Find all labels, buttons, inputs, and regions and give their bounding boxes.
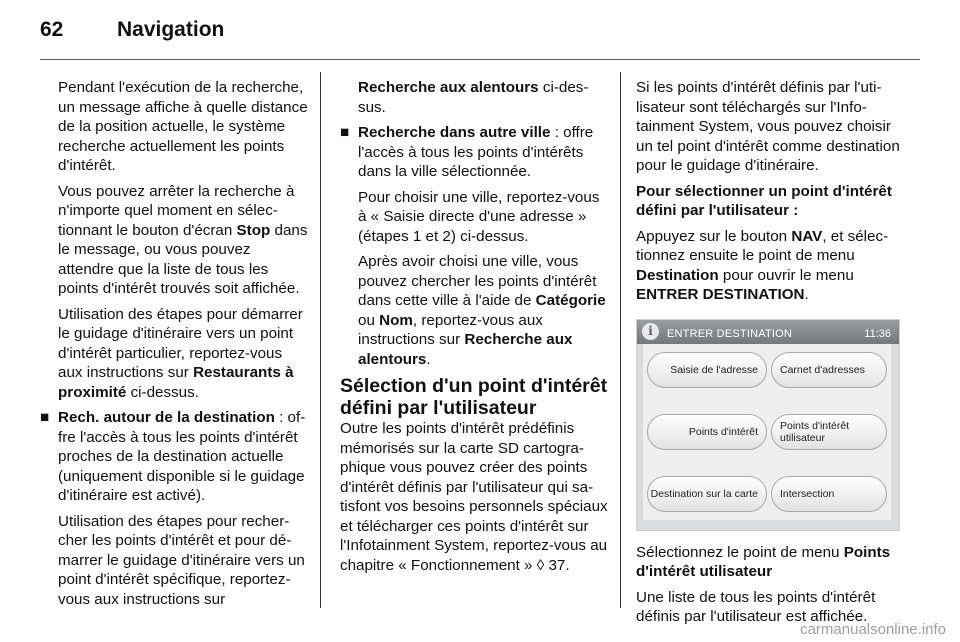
- menu-button-intersection: Intersection: [771, 476, 887, 512]
- bullet-item: ■ Recherche dans autre ville : offre l'accès à tous les points d'intérêts dans la ville sélectionnée.: [340, 124, 594, 180]
- column-divider-2: [620, 72, 621, 608]
- paragraph: Utilisation des étapes pour rechercher les points d'intérêt et pour démarrer le guidage d'itinéraire vers un point d'intérêt spécifique, reportez-vous aux instructions sur: [58, 512, 305, 608]
- menu-button-poi: Points d'intérêt: [647, 414, 767, 450]
- screen-illustration: [636, 319, 900, 531]
- bullet-square-icon: ■: [340, 124, 350, 141]
- bullet-square-icon: ■: [40, 409, 50, 426]
- menu-button-user-poi: Points d'intérêt utilisateur: [771, 414, 887, 450]
- column-2: [340, 78, 608, 581]
- column-1: [40, 78, 308, 615]
- watermark: carmanualsonline.info: [800, 621, 946, 638]
- paragraph: Sélectionnez le point de menu Points d'intérêt utilisateur: [636, 543, 891, 580]
- menu-button-destination-on-map: Destination sur la carte: [647, 476, 767, 512]
- paragraph: Utilisation des étapes pour démarrer le guidage d'itinéraire vers un point d'intérêt particulier, reportez-vous aux instructions sur Restaurants à proximité ci-dessus.: [58, 305, 303, 401]
- menu-button-address-entry: Saisie de l'adresse: [647, 352, 767, 388]
- screen-clock: 11:36: [864, 327, 891, 340]
- info-icon: i: [642, 323, 659, 340]
- menu-button-address-book: Carnet d'adresses: [771, 352, 887, 388]
- paragraph: Outre les points d'intérêt prédéfinis mémorisés sur la carte SD cartographique vous pouvez créer des points d'intérêt définis par l'utilisateur qui satisfont vos besoins personnels spéciaux et télécharger ces points d'intérêt sur l'Infotainment System, reportez-vous au chapitre « Fonctionnement » ◊ 37.: [340, 420, 608, 574]
- paragraph: Une liste de tous les points d'intérêt définis par l'utilisateur est affichée.: [636, 588, 876, 625]
- screen-title-bar: [637, 320, 899, 344]
- header-rule: [40, 59, 920, 60]
- paragraph: Pour choisir une ville, reportez-vous à « Saisie directe d'une adresse » (étapes 1 et 2) ci-dessus.: [358, 188, 600, 245]
- paragraph: Si les points d'intérêt définis par l'utilisateur sont téléchargés sur l'Infotainment System, vous pouvez choisir un tel point d'intérêt comme destination pour le guidage d'itinéraire.: [636, 79, 900, 174]
- page-header: [0, 0, 960, 62]
- screen-title: ENTRER DESTINATION: [667, 327, 793, 340]
- paragraph: Après avoir choisi une ville, vous pouvez chercher les points d'intérêt dans cette ville à l'aide de Catégorie ou Nom, reportez-vous aux instructions sur Recherche aux alentours.: [358, 253, 606, 368]
- page-number: 62: [40, 18, 64, 41]
- screen-menu: [643, 344, 891, 520]
- paragraph: Recherche aux alentours ci-dessus.: [358, 79, 589, 116]
- column-3: [636, 78, 904, 633]
- paragraph: Pendant l'exécution de la recherche, un message affiche à quelle distance de la position actuelle, le système recherche actuellement les points d'intérêt.: [58, 79, 308, 174]
- bullet-item: ■ Rech. autour de la destination : offre l'accès à tous les points d'intérêt proches de la destination actuelle (uniquement disponible si le guidage d'itinéraire est activé).: [40, 409, 306, 504]
- section-title: Navigation: [117, 18, 225, 41]
- page-reference-icon: ◊: [536, 556, 545, 574]
- paragraph: Vous pouvez arrêter la recherche à n'importe quel moment en sélectionnant le bouton d'écran Stop dans le message, ou vous pouvez attendre que la liste de tous les points d'intérêt trouvés soit affichée.: [58, 182, 308, 297]
- paragraph: Appuyez sur le bouton NAV, et sélectionnez ensuite le point de menu Destination pour ouvrir le menu ENTRER DESTINATION.: [636, 227, 889, 303]
- column-divider-1: [320, 72, 321, 608]
- subheading: Pour sélectionner un point d'intérêt défini par l'utilisateur :: [636, 182, 892, 219]
- section-heading: Sélection d'un point d'intérêt défini par l'utilisateur: [340, 375, 608, 419]
